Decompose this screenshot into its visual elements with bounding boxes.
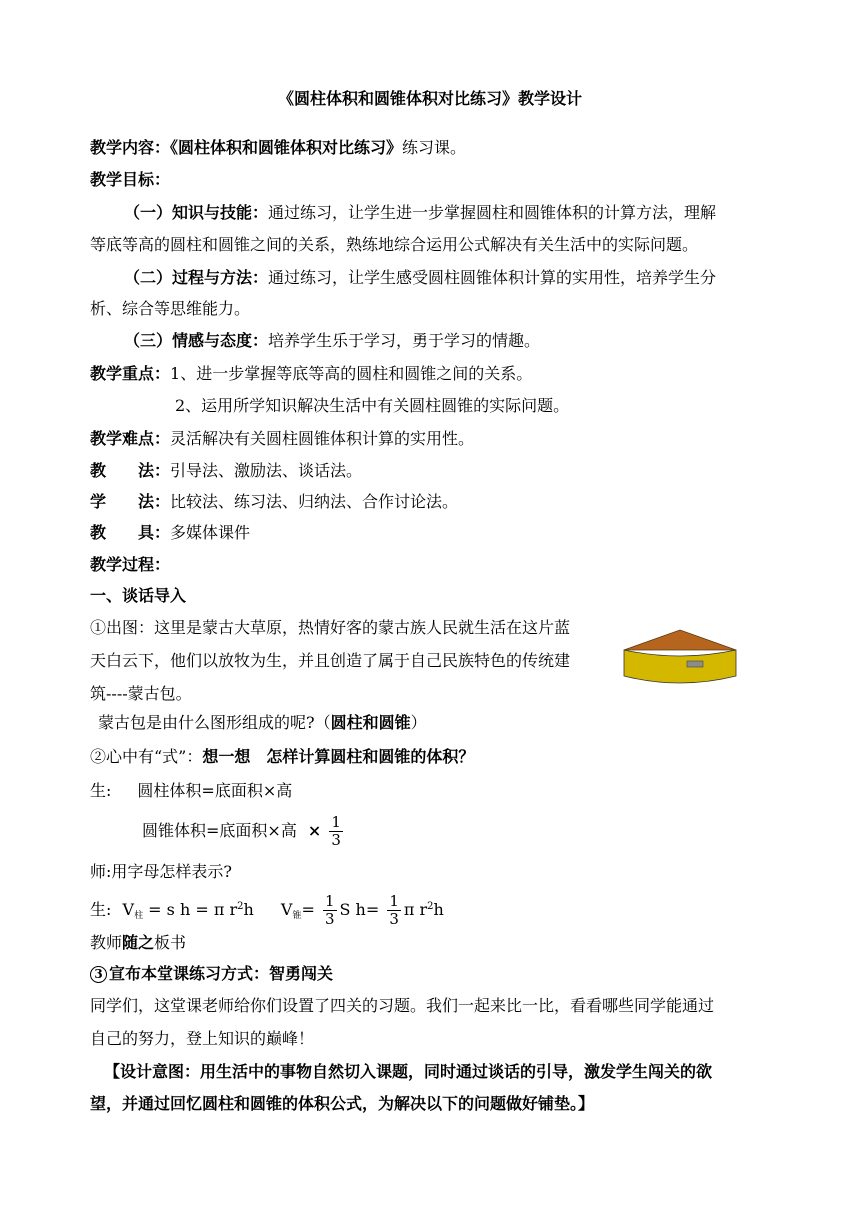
board-line (90, 933, 186, 953)
learn-method-text: 比较法、练习法、归纳法、合作讨论法。 (170, 492, 459, 511)
classmates-line2: 自己的努力，登上知识的巅峰！ (90, 1029, 315, 1048)
objective-1-line1 (124, 203, 716, 223)
content-label: 教学内容： (90, 138, 171, 157)
section-1-heading: 一、谈话导入 (90, 586, 187, 605)
cone-volume-formula: 圆锥体积=底面积×高 (142, 821, 297, 840)
heart-question: 想一想 怎样计算圆柱和圆锥的体积？ (202, 747, 475, 766)
intro-line2: 天白云下，他们以放牧为生，并且创造了属于自己民族特色的传统建 (90, 651, 571, 670)
fraction-one-third (329, 814, 343, 849)
yurt-roof (624, 630, 736, 650)
times-sign: × (307, 821, 322, 840)
classmates-line1: 同学们，这堂课老师给你们设置了四关的习题。我们一起来比一比，看看哪些同学能通过 (90, 996, 715, 1015)
tools-line (90, 523, 250, 543)
cone-h: h (433, 900, 444, 919)
intro-line3: 筑----蒙古包。 (90, 684, 192, 703)
square-sup-2: 2 (427, 901, 434, 912)
key-points-line (90, 364, 532, 384)
learn-method-label: 学 法： (90, 492, 171, 511)
key-points-label: 教学重点： (90, 364, 171, 383)
question-text: 蒙古包是由什么图形组成的呢?（ (98, 713, 331, 732)
fraction-one-third-b (387, 893, 401, 928)
learn-method-line (90, 492, 458, 512)
objective-1-text1: 通过练习，让学生进一步掌握圆柱和圆锥体积的计算方法，理解 (268, 203, 717, 222)
cone-v: V (280, 900, 293, 919)
objective-1-label: （一）知识与技能： (124, 203, 269, 222)
design-intent-line2: 望，并通过回忆圆柱和圆锥的体积公式，为解决以下的问题做好铺垫。】 (90, 1094, 595, 1113)
teach-method-text: 引导法、激励法、谈话法。 (170, 461, 363, 480)
objective-2-text1: 通过练习，让学生感受圆柱圆锥体积计算的实用性，培养学生分 (268, 268, 717, 287)
objective-2-label: （二）过程与方法： (124, 268, 269, 287)
question-answer: 圆柱和圆锥 (330, 713, 411, 732)
student-1-label: 生: (90, 781, 112, 800)
board-pre: 教师 (90, 933, 123, 952)
teach-method-label: 教 法： (90, 461, 171, 480)
teach-method-line (90, 461, 362, 481)
document-title: 《圆柱体积和圆锥体积对比练习》教学设计 (277, 89, 582, 108)
cone-formula-line (142, 812, 346, 850)
intro-line1: ①出图：这里是蒙古大草原，热情好客的蒙古族人民就生活在这片蓝 (90, 618, 571, 637)
key-point-2: 2、运用所学知识解决生活中有关圆柱圆锥的实际问题。 (175, 396, 570, 415)
teacher-question: 师:用字母怎样表示? (90, 862, 232, 881)
content-name: 《圆柱体积和圆锥体积对比练习》 (170, 138, 403, 157)
formula-h: h (243, 900, 254, 919)
cylinder-v: V (122, 900, 135, 919)
heart-prefix: ②心中有“式”： (90, 747, 203, 766)
objective-2-text2: 析、综合等思维能力。 (90, 299, 251, 318)
objective-2-line1 (124, 268, 716, 288)
circled-number: 3 (90, 966, 107, 983)
yurt-illustration (620, 628, 740, 688)
square-sup-1: 2 (237, 901, 244, 912)
objective-1-text2: 等底等高的圆柱和圆锥之间的关系，熟练地综合运用公式解决有关生活中的实际问题。 (90, 235, 699, 254)
difficulty-text: 灵活解决有关圆柱圆锥体积计算的实用性。 (170, 429, 475, 448)
cylinder-subscript: 柱 (134, 911, 144, 921)
content-suffix: 练习课。 (402, 138, 467, 157)
board-bold: 随之 (122, 933, 155, 952)
key-point-1: 1、进一步掌握等底等高的圆柱和圆锥之间的关系。 (170, 364, 533, 383)
difficulty-label: 教学难点： (90, 429, 171, 448)
content-line (90, 138, 466, 158)
formula-student-label: 生: (90, 900, 112, 919)
tools-text: 多媒体课件 (170, 523, 251, 542)
cone-equals: = (301, 900, 315, 919)
design-intent-line1: 【设计意图：用生活中的事物自然切入课题，同时通过谈话的引导，激发学生闯关的欲 (104, 1062, 713, 1081)
objective-3-line (124, 331, 540, 351)
fraction-a-numerator: 1 (324, 892, 335, 910)
student-1-line (90, 781, 292, 801)
fraction-denominator: 3 (331, 831, 341, 849)
objective-3-text: 培养学生乐于学习，勇于学习的情趣。 (268, 331, 541, 350)
cone-subscript: 锥 (292, 911, 302, 921)
fraction-a-denominator: 3 (324, 910, 335, 928)
yurt-wall (624, 650, 736, 683)
process-label: 教学过程： (90, 555, 171, 574)
objectives-label: 教学目标： (90, 170, 171, 189)
cone-sh: S h= (339, 900, 380, 919)
objective-3-label: （三）情感与态度： (124, 331, 269, 350)
question-close: ） (410, 713, 427, 732)
letter-formula-line (90, 888, 444, 935)
board-post: 板书 (154, 933, 187, 952)
announce-line (90, 964, 333, 984)
yurt-door (687, 661, 703, 667)
question-line (98, 713, 427, 733)
fraction-one-third-a (323, 893, 337, 928)
cone-pi-r: π r (403, 900, 428, 919)
fraction-b-denominator: 3 (389, 910, 399, 928)
cylinder-letter-formula: = s h = π r (148, 900, 238, 919)
announce-text: 宣布本堂课练习方式：智勇闯关 (109, 964, 334, 983)
heart-line (90, 747, 474, 767)
fraction-b-numerator: 1 (389, 892, 399, 910)
tools-label: 教 具： (90, 523, 171, 542)
cylinder-volume-formula: 圆柱体积=底面积×高 (137, 781, 293, 800)
difficulty-line (90, 429, 474, 449)
fraction-numerator: 1 (331, 813, 341, 831)
